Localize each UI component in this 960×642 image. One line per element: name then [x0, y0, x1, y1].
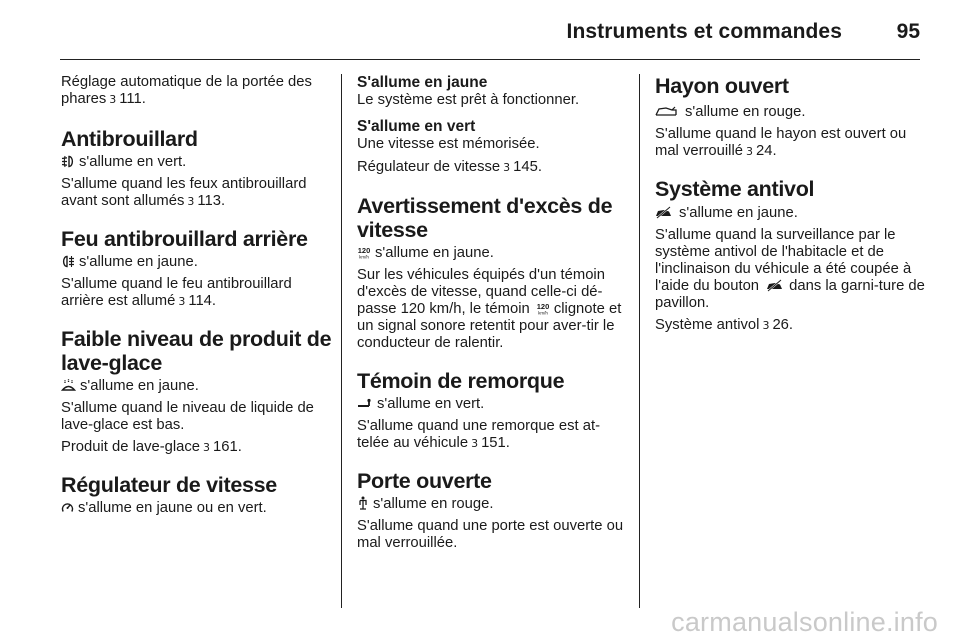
description: Sur les véhicules équipés d'un témoin d'excès de vitesse, quand celle-ci dé-passe 120 km/h, le témoin 120 km/h clignote et un signal sonore retentit pour aver-tir le conducteur de ralentir.: [357, 267, 622, 351]
page-ref: 26.: [772, 317, 794, 333]
status-line: 120 km/h s'allume en jaune.: [357, 245, 494, 261]
tailgate-open-icon: [655, 106, 677, 118]
cruise-control-icon: [61, 501, 74, 514]
page-ref: 114.: [188, 293, 217, 309]
page-header: [0, 0, 960, 60]
page-ref-arrow-icon: 3: [471, 437, 479, 450]
status-line: s'allume en jaune ou en vert.: [61, 500, 333, 517]
section-title-exces-vitesse: Avertissement d'excès de vitesse: [357, 194, 613, 242]
status-line: s'allume en rouge.: [655, 104, 925, 121]
cross-reference: Produit de lave-glace 3 161.: [61, 439, 242, 455]
subsection-title-jaune: S'allume en jaune: [357, 74, 488, 91]
section-title-lave-glace: Faible niveau de produit de lave-glace: [61, 327, 332, 375]
page-ref: 113.: [197, 193, 226, 209]
section-title-antibrouillard: Antibrouillard: [61, 127, 198, 151]
section-title-regulateur: Régulateur de vitesse: [61, 473, 277, 497]
column-3: [655, 74, 925, 339]
page-ref: 151.: [481, 435, 510, 451]
page-ref-arrow-icon: 3: [762, 319, 770, 332]
page-ref-arrow-icon: 3: [746, 145, 753, 158]
page-ref-arrow-icon: 3: [203, 441, 211, 454]
page-ref: 161.: [213, 439, 242, 455]
description: S'allume quand le niveau de liquide de lave-glace est bas.: [61, 400, 314, 433]
column-divider: [341, 74, 342, 608]
description: S'allume quand le hayon est ouvert ou mal verrouillé 3 24.: [655, 126, 907, 159]
column-divider: [639, 74, 640, 608]
description: S'allume quand une remorque est at-telée au véhicule 3 151.: [357, 418, 601, 451]
page-ref: 111.: [119, 91, 146, 107]
page-ref: 24.: [756, 143, 777, 159]
description: S'allume quand la surveillance par le système antivol de l'habitacle et de l'inclinaison du véhicule a été coupée à l'aide du bouton dans la garni-ture de pavillon.: [655, 227, 925, 311]
status-line: s'allume en vert.: [61, 154, 333, 171]
cross-reference: Régulateur de vitesse 3 145.: [357, 159, 542, 175]
description: S'allume quand le feu antibrouillard arrière est allumé 3 114.: [61, 276, 292, 309]
page-ref: 145.: [513, 159, 542, 175]
subsection-title-vert: S'allume en vert: [357, 118, 476, 135]
page-ref-arrow-icon: 3: [178, 295, 186, 308]
anti-theft-icon: [655, 206, 672, 219]
section-title-hayon: Hayon ouvert: [655, 74, 789, 98]
status-line: s'allume en rouge.: [357, 496, 627, 513]
section-title-feu-arriere: Feu antibrouillard arrière: [61, 227, 308, 251]
header-rule: [60, 59, 920, 60]
description: S'allume quand une porte est ouverte ou mal verrouillée.: [357, 518, 624, 551]
svg-text:120: 120: [357, 246, 371, 255]
svg-text:km/h: km/h: [537, 310, 548, 315]
page-ref-arrow-icon: 3: [109, 93, 117, 106]
column-1: [61, 74, 333, 522]
svg-text:km/h: km/h: [359, 254, 369, 259]
description: Le système est prêt à fonctionner.: [357, 92, 580, 108]
status-line: s'allume en vert.: [357, 396, 627, 413]
trailer-icon: [357, 398, 373, 410]
status-line: s'allume en jaune.: [655, 205, 925, 222]
speed-120-icon: [357, 246, 371, 259]
watermark: carmanualsonline.info: [671, 607, 938, 637]
washer-fluid-icon: [61, 378, 76, 392]
description: Une vitesse est mémorisée.: [357, 136, 540, 152]
section-title-remorque: Témoin de remorque: [357, 369, 565, 393]
description: S'allume quand les feux antibrouillard avant sont allumés 3 113.: [61, 176, 307, 209]
svg-text:120: 120: [536, 302, 550, 311]
section-title-porte: Porte ouverte: [357, 469, 492, 493]
page-ref-arrow-icon: 3: [503, 161, 511, 174]
page-number: 95: [896, 20, 920, 43]
page-ref-arrow-icon: 3: [187, 195, 195, 208]
header-title: Instruments et commandes: [566, 20, 842, 43]
column-2: [357, 74, 627, 557]
section-title-antivol: Système antivol: [655, 177, 815, 201]
status-line: s'allume en jaune.: [61, 254, 333, 271]
speed-120-icon: [536, 302, 550, 315]
cross-reference: Système antivol 3 26.: [655, 317, 794, 333]
front-fog-light-icon: [61, 155, 75, 168]
rear-fog-light-icon: [61, 255, 75, 268]
status-line: s'allume en jaune.: [61, 378, 333, 395]
intro-paragraph: Réglage automatique de la portée des phares 3 111.: [61, 74, 312, 107]
anti-theft-icon: [766, 279, 783, 292]
door-open-icon: [357, 496, 369, 510]
